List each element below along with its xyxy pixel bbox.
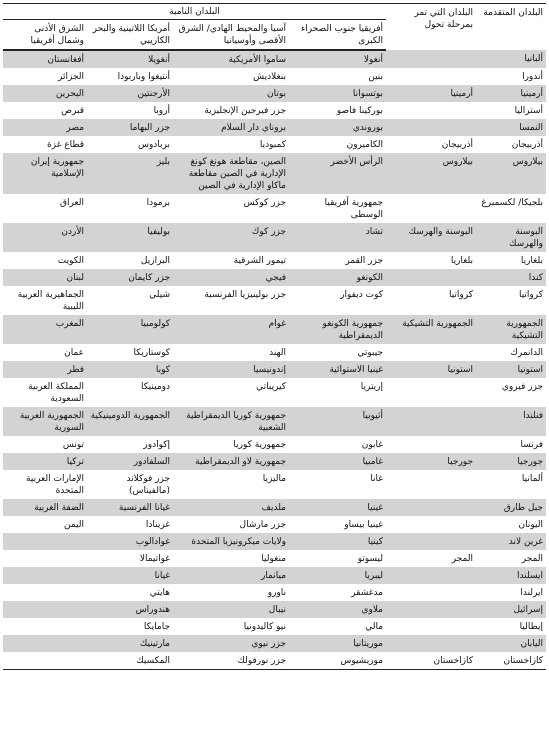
cell-transition [386,584,476,601]
cell-subsaharan: أنغولا [363,55,384,65]
table-row [3,453,546,470]
cell-transition: كرواتيا [448,290,474,300]
table-row [3,286,546,315]
cell-mena [3,567,87,584]
table-row [3,550,546,567]
cell-latin-america: برمودا [146,198,171,208]
header-transition: البلدان التي تمر بمرحلة تحول [386,4,476,51]
table-row [3,652,546,670]
table-row [3,194,546,223]
cell-asia-pacific: كيريباتي [256,382,287,392]
cell-mena: أفغانستان [47,55,85,65]
cell-subsaharan: تشاد [365,227,384,237]
cell-asia-pacific: ميانمار [260,571,287,581]
cell-mena: الأردن [61,227,85,237]
cell-asia-pacific: جزر كوكس [243,198,287,208]
cell-developed: كازاخستان [476,652,546,670]
cell-transition: بيلاروس [442,157,474,167]
cell-subsaharan: ملاوي [361,605,384,615]
cell-mena [3,550,87,567]
table-row [3,252,546,269]
cell-mena: الجزائر [58,72,85,82]
cell-developed: الجمهورية التشيكية [506,319,544,341]
cell-transition: الجمهورية التشيكية [402,319,474,329]
cell-mena: عمان [64,348,85,358]
cell-asia-pacific: الصين، مقاطعة هونغ كونغ الإدارية في الصين مقاطعة ماكاو الإدارية في الصين [188,157,287,191]
cell-developed: إيطاليا [519,622,544,632]
table-row [3,315,546,344]
cell-transition: استونيا [447,365,474,375]
cell-mena [3,601,87,618]
table-row [3,102,546,119]
cell-developed: بيلاروس [512,157,544,167]
cell-subsaharan: كينيا [367,537,384,547]
cell-latin-america: دومينيكا [140,382,171,392]
cell-latin-america: هايتي [149,588,171,598]
cell-transition [386,194,476,223]
cell-transition [386,102,476,119]
cell-subsaharan: الكاميرون [346,140,384,150]
cell-subsaharan: غامبيا [362,457,384,467]
cell-developed: إسرائيل [513,605,544,615]
table-row [3,68,546,85]
header-developing-group: البلدان النامية [3,4,386,20]
header-developed: البلدان المتقدمة [476,4,546,51]
cell-latin-america: كوبا [155,365,171,375]
cell-mena: الكويت [57,256,85,266]
cell-developed: فرنسا [520,440,544,450]
cell-mena: الضفة الغربية [34,503,85,513]
cell-developed: جبل طارق [503,503,544,513]
cell-latin-america: أروبا [153,106,171,116]
cell-developed: ألمانيا [521,474,544,484]
cell-asia-pacific: نيبال [268,605,287,615]
cell-subsaharan: الكونغو [356,273,384,283]
cell-asia-pacific: بوتان [267,89,287,99]
cell-developed: جورجيا [517,457,544,467]
cell-mena [3,533,87,550]
table-row [3,436,546,453]
cell-transition: أذربيجان [441,140,474,150]
cell-asia-pacific: فيجي [265,273,287,283]
cell-developed: المجر [521,554,544,564]
cell-asia-pacific: الهند [269,348,287,358]
cell-developed: ايسلندا [517,571,544,581]
cell-asia-pacific: ماليزيا [262,474,287,484]
header-subsaharan-africa: أفريقيا جنوب الصحراء الكبرى [289,20,386,51]
cell-transition [386,567,476,584]
cell-asia-pacific: جزر مارشال [239,520,287,530]
cell-transition [386,499,476,516]
table-row [3,85,546,102]
cell-asia-pacific: نيو كاليدونيا [243,622,287,632]
cell-transition [386,470,476,499]
cell-developed: أندورا [522,72,544,82]
cell-latin-america: جامايكا [143,622,171,632]
cell-mena [3,635,87,652]
cell-subsaharan: مدغشقر [351,588,384,598]
cell-mena: جمهورية إيران الإسلامية [30,157,85,179]
cell-subsaharan: غينيا [367,503,384,513]
cell-subsaharan: أثيوبيا [362,411,384,421]
cell-developed: استونيا [517,365,544,375]
cell-developed: أستراليا [514,106,544,116]
cell-asia-pacific: بروناي دار السلام [221,123,287,133]
cell-asia-pacific: جمهورية لاو الديمقراطية [195,457,287,467]
country-classification-table [3,3,546,670]
cell-asia-pacific: جزر فيرجين الإنجليزية [204,106,287,116]
cell-developed: بلغاريا [520,256,544,266]
cell-asia-pacific: جزر كوك [251,227,287,237]
cell-subsaharan: ليبريا [364,571,384,581]
cell-transition [386,635,476,652]
cell-subsaharan: مالي [365,622,384,632]
cell-transition [386,68,476,85]
table-row [3,516,546,533]
cell-developed: كرواتيا [518,290,544,300]
cell-latin-america: جزر فوكلاند (مالفيناس) [126,474,171,496]
cell-mena: المملكة العربية السعودية [28,382,85,404]
cell-transition [386,344,476,361]
cell-transition [386,533,476,550]
table-row [3,407,546,436]
cell-asia-pacific: تيمور الشرقية [233,256,287,266]
table-row [3,470,546,499]
table-row [3,584,546,601]
cell-asia-pacific: بنغلاديش [253,72,287,82]
table-row [3,223,546,252]
cell-mena: الإمارات العربية المتحدة [26,474,85,496]
cell-latin-america: مارتينيك [139,639,171,649]
cell-latin-america: غرينادا [145,520,171,530]
table-row [3,153,546,194]
cell-developed: اليابان [520,639,544,649]
cell-latin-america: أنتيغوا وباربودا [117,72,171,82]
cell-transition [386,269,476,286]
cell-mena: العراق [59,198,85,208]
header-near-east-north-africa: الشرق الأدنى وشمال أفريقيا [3,20,87,51]
cell-transition: كازاخستان [386,652,476,670]
cell-latin-america: غيانا [154,571,171,581]
cell-subsaharan: غينيا الاستوائية [329,365,384,375]
cell-subsaharan: ليسوتو [357,554,384,564]
cell-asia-pacific: ملديف [261,503,287,513]
cell-mena: الجمهورية العربية السورية [19,411,85,433]
cell-asia-pacific: كمبوديا [259,140,287,150]
cell-mena: المغرب [55,319,85,329]
table-row [3,269,546,286]
header-asia-pacific: آسيا والمحيط الهادي/ الشرق الأقصى وأوسيانيا [173,20,289,51]
cell-transition [386,516,476,533]
table-row [3,119,546,136]
cell-developed: ألبانيا [524,54,544,64]
country-classification-table-wrapper [3,3,546,670]
cell-latin-america: الجمهورية الدومينيكية [90,411,171,421]
cell-transition: البوسنة والهرسك [408,227,474,237]
cell-mena: قطاع غزة [46,140,85,150]
table-row [3,601,546,618]
cell-subsaharan: جزر القمر [345,256,384,266]
cell-asia-pacific: ولايات ميكرونيزيا المتحدة [191,537,287,547]
cell-developed: كندا [528,273,544,283]
cell-latin-america: المكسيك [87,652,173,670]
cell-developed: اليونان [518,520,544,530]
table-row [3,635,546,652]
cell-latin-america: البرازيل [140,256,171,266]
cell-subsaharan: بوروندي [352,123,384,133]
cell-mena: مصر [66,123,85,133]
cell-developed: ايرلندا [520,588,544,598]
cell-asia-pacific: جزر نورفولك [173,652,289,670]
table-row [3,567,546,584]
cell-transition [386,618,476,635]
cell-asia-pacific: غوام [268,319,287,329]
cell-developed: جزر فيروي [501,382,544,392]
cell-asia-pacific: ساموا الأمريكية [228,55,287,65]
cell-developed: البوسنة والهرسك [509,227,544,249]
table-header [3,4,546,51]
cell-latin-america: بوليفيا [147,227,171,237]
table-body [3,50,546,670]
cell-subsaharan: موريشيوس [289,652,386,670]
table-row [3,618,546,635]
cell-mena: قطر [67,365,85,375]
cell-transition [386,119,476,136]
cell-transition [386,601,476,618]
cell-subsaharan: جمهورية الكونغو الديمقراطية [322,319,384,341]
cell-asia-pacific: جزر بولينيزيا الفرنسية [204,290,287,300]
cell-subsaharan: غينيا بيساو [344,520,384,530]
cell-developed: النمسا [519,123,544,133]
cell-developed: فنلندا [523,411,544,421]
cell-mena [3,618,87,635]
cell-subsaharan: بوتسوانا [352,89,384,99]
cell-asia-pacific: جمهورية كوريا الديمقراطية الشعبية [186,411,287,433]
cell-latin-america: جزر البهاما [129,123,171,133]
cell-latin-america: كولومبيا [140,319,171,329]
cell-subsaharan: غابون [361,440,384,450]
cell-latin-america: جزر كايمان [128,273,171,283]
cell-latin-america: أنغويلا [148,55,171,65]
cell-mena: اليمن [64,520,85,530]
cell-transition: جورجيا [447,457,474,467]
cell-asia-pacific: جمهورية كوريا [233,440,287,450]
cell-transition [386,50,476,68]
cell-developed: غرين لاند [508,537,544,547]
cell-transition [386,378,476,407]
table-row [3,499,546,516]
cell-subsaharan: بنين [368,72,384,82]
cell-subsaharan: إريتريا [360,382,384,392]
cell-mena: قبرص [61,106,85,116]
cell-mena: تركيا [66,457,85,467]
cell-latin-america: هندوراس [135,605,171,615]
cell-asia-pacific: جزر نيوي [251,639,287,649]
cell-transition: المجر [451,554,474,564]
table-row [3,344,546,361]
cell-asia-pacific: إندونيسيا [253,365,287,375]
cell-latin-america: السلفادور [133,457,171,467]
cell-latin-america: غيانا الفرنسية [118,503,171,513]
table-row [3,50,546,68]
cell-subsaharan: جمهورية أفريقيا الوسطى [324,198,384,220]
cell-subsaharan: الرأس الأخضر [330,157,384,167]
cell-mena: الجماهيرية العربية الليبية [17,290,85,312]
cell-subsaharan: كوت ديفوار [340,290,384,300]
cell-developed: الدانمرك [510,348,544,358]
cell-transition [386,407,476,436]
cell-transition [386,436,476,453]
cell-transition: بلغاريا [450,256,474,266]
table-row [3,533,546,550]
cell-subsaharan: بوركينا فاصو [336,106,384,116]
table-row [3,361,546,378]
cell-asia-pacific: ناورو [267,588,287,598]
cell-latin-america: كوستاريكا [133,348,171,358]
cell-latin-america: بربادوس [137,140,171,150]
cell-latin-america: إكوادور [143,440,171,450]
cell-developed: أرمينيا [520,89,544,99]
cell-mena: لبنان [66,273,85,283]
cell-mena: البحرين [55,89,85,99]
cell-subsaharan: غانا [370,474,384,484]
table-row [3,136,546,153]
cell-developed: بلجيكا/ لكسمبرغ [481,198,544,208]
cell-latin-america: الأرجنتين [137,89,171,99]
table-row [3,378,546,407]
header-latin-america: أمريكا اللاتينية والبحر الكاريبي [87,20,173,51]
cell-subsaharan: جيبوتي [357,348,384,358]
cell-latin-america: غواتيمالا [139,554,171,564]
cell-latin-america: غوادالوب [135,537,171,547]
cell-mena [3,652,87,670]
cell-latin-america: بليز [156,157,171,167]
cell-developed: أذربيجان [511,140,544,150]
cell-mena: تونس [62,440,85,450]
cell-mena [3,584,87,601]
cell-subsaharan: موريتانيا [353,639,384,649]
cell-asia-pacific: منغوليا [261,554,287,564]
cell-latin-america: شيلي [149,290,171,300]
cell-transition: أرمينيا [450,89,474,99]
